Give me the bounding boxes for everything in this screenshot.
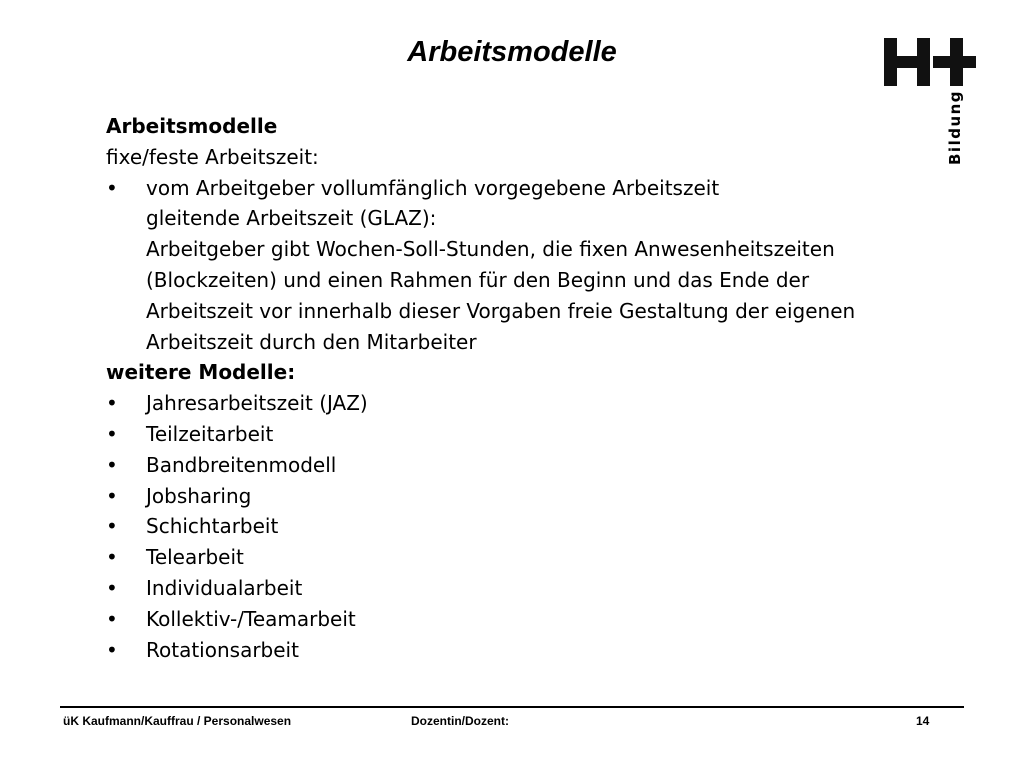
bullet-icon: • <box>106 514 118 539</box>
content-heading: Arbeitsmodelle <box>106 114 278 138</box>
page-number: 14 <box>916 714 930 728</box>
list-item <box>106 173 906 204</box>
glaz-line: Arbeitgeber gibt Wochen-Soll-Stunden, die fixen Anwesenheitszeiten <box>146 237 835 262</box>
list-item <box>106 604 906 635</box>
glaz-line: (Blockzeiten) und einen Rahmen für den Beginn und das Ende der <box>146 267 810 292</box>
list-item <box>106 419 906 450</box>
bullet-icon: • <box>106 575 118 600</box>
more-models-label: weitere Modelle: <box>106 360 296 385</box>
slide-content <box>106 111 906 665</box>
model-label: Rotationsarbeit <box>146 637 299 662</box>
list-item <box>106 388 906 419</box>
list-item <box>106 573 906 604</box>
bullet-icon: • <box>106 391 118 416</box>
logo-text-bildung: Bildung <box>946 89 964 165</box>
glaz-line: Arbeitszeit vor innerhalb dieser Vorgaben freie Gestaltung der eigenen <box>146 298 856 323</box>
model-label: Bandbreitenmodell <box>146 452 337 477</box>
bullet-icon: • <box>106 175 118 200</box>
model-label: Teilzeitarbeit <box>146 421 274 446</box>
footer-course: üK Kaufmann/Kauffrau / Personalwesen <box>63 714 292 728</box>
bullet-icon: • <box>106 452 118 477</box>
list-item <box>106 450 906 481</box>
bullet-icon: • <box>106 637 118 662</box>
model-label: Individualarbeit <box>146 575 303 600</box>
list-item <box>106 511 906 542</box>
footer-instructor: Dozentin/Dozent: <box>411 714 509 728</box>
fixed-worktime-description: vom Arbeitgeber vollumfänglich vorgegebene Arbeitszeit <box>146 175 720 200</box>
list-item <box>106 481 906 512</box>
glaz-line: Arbeitszeit durch den Mitarbeiter <box>146 329 477 354</box>
h-plus-logo-mark <box>884 38 976 88</box>
page-title: Arbeitsmodelle <box>407 36 617 68</box>
model-label: Kollektiv-/Teamarbeit <box>146 606 356 631</box>
fixed-worktime-label: fixe/feste Arbeitszeit: <box>106 144 319 169</box>
bullet-icon: • <box>106 483 118 508</box>
bullet-icon: • <box>106 545 118 570</box>
glaz-line: gleitende Arbeitszeit (GLAZ): <box>146 206 437 231</box>
bullet-icon: • <box>106 606 118 631</box>
list-item <box>106 542 906 573</box>
model-label: Jobsharing <box>146 483 252 508</box>
bullet-icon: • <box>106 421 118 446</box>
list-item <box>106 635 906 666</box>
footer-divider <box>60 706 964 708</box>
model-label: Telearbeit <box>146 545 244 570</box>
model-label: Jahresarbeitszeit (JAZ) <box>146 391 368 416</box>
model-label: Schichtarbeit <box>146 514 279 539</box>
